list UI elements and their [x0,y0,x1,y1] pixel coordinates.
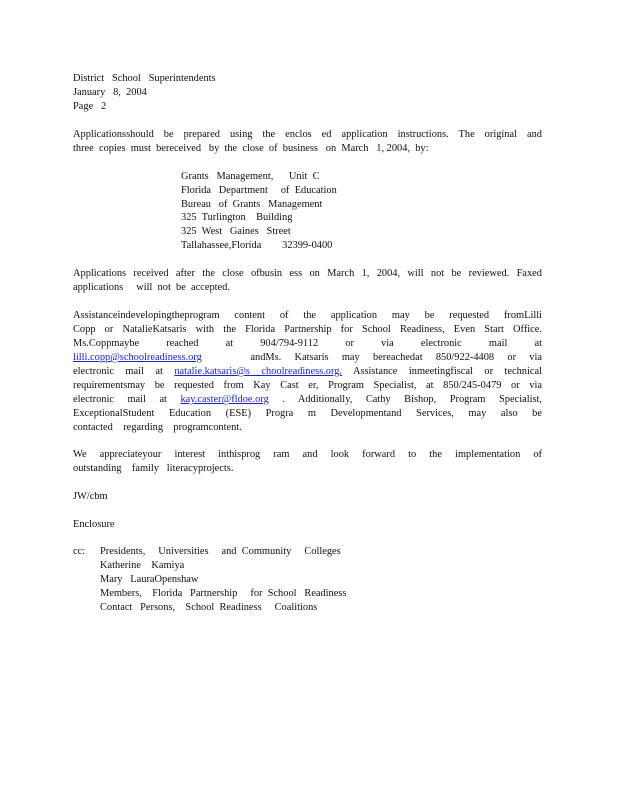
cc-recipient: Contact Persons, School Readiness Coalitions [100,601,318,613]
address-line: Grants Management, Unit C [181,171,320,182]
address-line: 325 Turlington Building [181,212,293,224]
mailing-address [181,170,337,253]
cc-recipient: Mary LauraOpenshaw [100,573,199,585]
para3-line: contacted regarding programcontent. [73,422,242,433]
page-number-line: Page 2 [73,101,107,112]
para2-line: Applications received after the close ofbusin ess on March 1, 2004, will not be reviewed. Faxed [73,268,542,279]
para3-text: electronic mail at [73,394,167,405]
paragraph-deadline [73,267,542,295]
para4-line: outstanding family literacyprojects. [73,463,234,474]
cc-recipient: Katherine Kamiya [100,559,185,571]
address-line: 325 West Gaines Street [181,226,291,238]
paragraph-assistance [73,309,542,435]
para3-line: requirementsmay be requested from Kay Cast er, Program Specialist, at 850/245-0479 or via [73,380,542,391]
paragraph-application-instructions [73,128,542,156]
para3-text: electronic mail at [73,366,163,377]
enclosure-note: Enclosure [73,519,115,530]
email-link-lilli-copp[interactable]: lilli.copp@schoolreadiness.org [73,352,202,363]
para3-line: Copp or NatalieKatsaris with the Florida Partnership for School Readiness, Even Start Office. [73,324,542,335]
para3-line [73,393,542,407]
para3-line [73,365,542,379]
letter-header [73,72,542,114]
address-line: Tallahassee,Florida 32399-0400 [181,239,333,251]
email-link-kay-caster[interactable]: kay.caster@fldoe.org [180,394,269,405]
para2-line: applications will not be accepted. [73,282,230,293]
recipient-line: District School Superintendents [73,73,216,84]
para3-line [73,351,542,365]
para3-line: ExceptionalStudent Education (ESE) Progra m Developmentand Services, may also be [73,408,542,419]
initials: JW/cbm [73,491,108,502]
para1-line: three copies must bereceived by the close of business on March 1, 2004, by: [73,143,429,154]
cc-recipient: Members, Florida Partnership for School Readiness [100,587,347,599]
para1-line: Applicationsshould be prepared using the enclos ed application instructions. The original and [73,129,542,140]
email-link-natalie-katsaris[interactable]: natalie.katsaris@s choolreadiness.org. [174,366,343,377]
cc-recipients [100,545,346,615]
para3-text: andMs. Katsaris may bereachedat 850/922-4408 or via [250,352,542,363]
date-line: January 8, 2004 [73,87,147,98]
paragraph-appreciation [73,448,542,476]
para3-text: . Additionally, Cathy Bishop, Program Specialist, [282,394,542,405]
para4-line: We appreciateyour interest inthisprog ram and look forward to the implementation of [73,449,542,460]
address-line: Florida Department of Education [181,184,337,196]
para3-line: Assistanceindevelopingtheprogram content of the application may be requested fromLilli [73,310,542,321]
para3-line: Ms.Coppmaybe reached at 904/794-9112 or via electronic mail at [73,338,542,349]
cc-recipient: Presidents, Universities and Community Colleges [100,546,341,557]
para3-text: Assistance inmeetingfiscal or technical [352,366,542,377]
cc-label: cc: [73,546,86,557]
address-line: Bureau of Grants Management [181,198,323,210]
